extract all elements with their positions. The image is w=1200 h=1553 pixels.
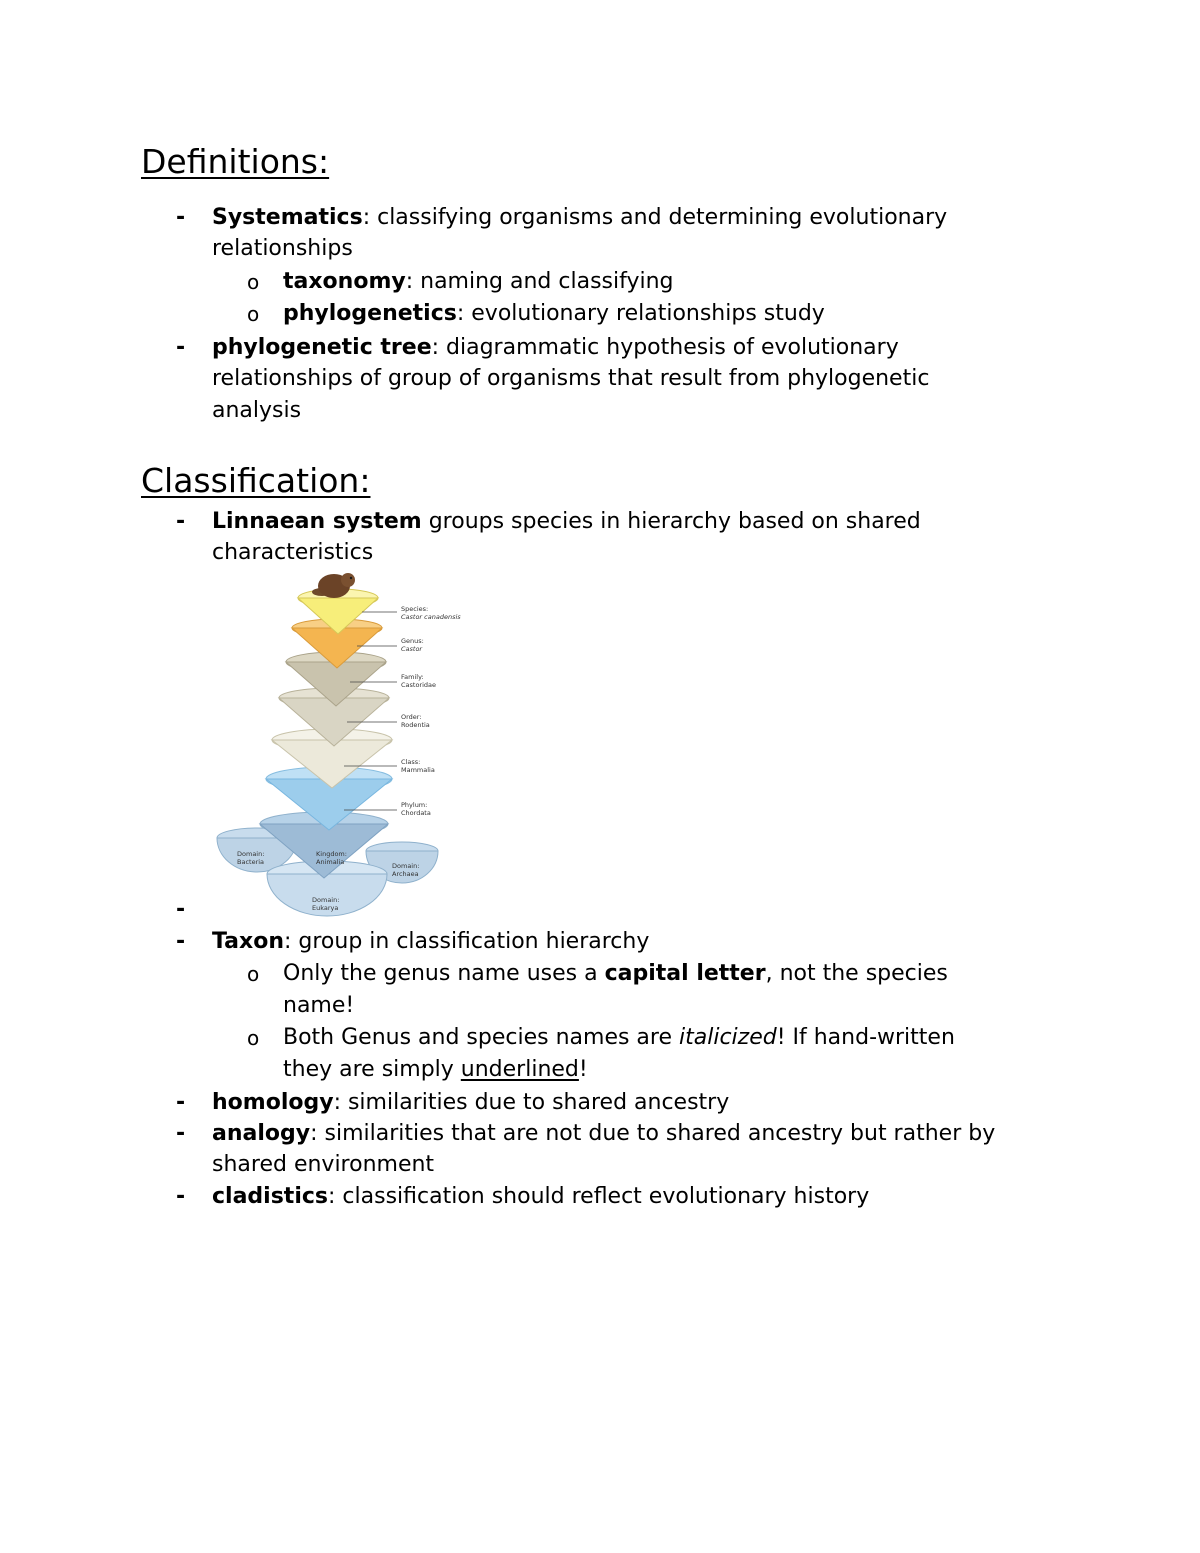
phylogenetic-tree-line <box>212 333 899 363</box>
label-genus-name: Castor <box>401 645 423 653</box>
label-order-name: Rodentia <box>401 721 430 729</box>
analogy-cont: shared environment <box>212 1152 435 1177</box>
capital-letter-note-cont: name! <box>283 993 355 1018</box>
phylogenetic-tree-cont2: analysis <box>212 398 302 423</box>
classification-heading: Classification: <box>141 461 371 500</box>
bullet-dash: - <box>176 929 186 954</box>
bullet-dash: - <box>176 1184 186 1209</box>
italicized-word: italicized <box>679 1025 777 1050</box>
label-archaea-name: Archaea <box>392 870 419 878</box>
taxonomy-line <box>283 267 674 297</box>
label-species-rank: Species: <box>401 605 429 613</box>
bullet-circle: o <box>247 1026 260 1050</box>
bullet-dash: - <box>176 509 186 534</box>
systematics-line <box>212 203 947 233</box>
label-class-name: Mammalia <box>401 766 435 774</box>
label-family-rank: Family: <box>401 673 424 681</box>
note-text: they are simply <box>283 1057 461 1082</box>
homology-def: : similarities due to shared ancestry <box>333 1090 730 1115</box>
linnaean-line <box>212 507 921 537</box>
bullet-circle: o <box>247 962 260 986</box>
bullet-dash: - <box>176 897 186 922</box>
term-linnaean-system: Linnaean system <box>212 509 422 534</box>
bullet-dash: - <box>176 205 186 230</box>
term-phylogenetic-tree: phylogenetic tree <box>212 335 432 360</box>
label-archaea-rank: Domain: <box>392 862 420 870</box>
note-text: , not the species <box>765 961 948 986</box>
label-species-name: Castor canadensis <box>401 613 461 621</box>
linnaean-cont: characteristics <box>212 540 374 565</box>
bullet-circle: o <box>247 302 260 326</box>
capital-letter-bold: capital letter <box>604 961 766 986</box>
label-genus-rank: Genus: <box>401 637 424 645</box>
label-family-name: Castoridae <box>401 681 437 689</box>
underlined-word: underlined <box>460 1057 579 1082</box>
term-cladistics: cladistics <box>212 1184 329 1209</box>
definitions-heading: Definitions: <box>141 142 330 181</box>
italic-note <box>283 1023 955 1053</box>
label-eukarya-name: Eukarya <box>312 904 339 912</box>
taxonomy-hierarchy-figure <box>212 566 468 920</box>
note-text: Only the genus name uses a <box>283 961 605 986</box>
label-kingdom-name: Animalia <box>316 858 345 866</box>
term-systematics: Systematics <box>212 205 363 230</box>
label-kingdom-rank: Kingdom: <box>316 850 347 858</box>
bullet-dash: - <box>176 335 186 360</box>
taxon-def: : group in classification hierarchy <box>283 929 650 954</box>
phylogenetics-line <box>283 299 825 329</box>
cladistics-def: : classification should reflect evolutionary history <box>328 1184 870 1209</box>
phylogenetics-def: : evolutionary relationships study <box>456 301 825 326</box>
cladistics-line <box>212 1182 869 1212</box>
term-taxon: Taxon <box>212 929 284 954</box>
phylogenetic-tree-cont1: relationships of group of organisms that result from phylogenetic <box>212 366 930 391</box>
bullet-dash: - <box>176 1090 186 1115</box>
taxonomy-def: : naming and classifying <box>405 269 674 294</box>
phylogenetic-tree-def: : diagrammatic hypothesis of evolutionary <box>431 335 899 360</box>
term-homology: homology <box>212 1090 334 1115</box>
capital-letter-note <box>283 959 948 989</box>
label-bacteria-rank: Domain: <box>237 850 265 858</box>
bullet-circle: o <box>247 270 260 294</box>
note-text: Both Genus and species names are <box>283 1025 679 1050</box>
term-analogy: analogy <box>212 1121 311 1146</box>
term-phylogenetics: phylogenetics <box>283 301 457 326</box>
systematics-cont: relationships <box>212 236 353 261</box>
note-text: ! If hand-written <box>776 1025 955 1050</box>
analogy-def: : similarities that are not due to shared ancestry but rather by <box>310 1121 996 1146</box>
label-eukarya-rank: Domain: <box>312 896 340 904</box>
taxon-line <box>212 927 649 957</box>
underline-note <box>283 1055 588 1085</box>
label-order-rank: Order: <box>401 713 422 721</box>
note-text: ! <box>578 1057 588 1082</box>
bullet-dash: - <box>176 1121 186 1146</box>
label-phylum-name: Chordata <box>401 809 431 817</box>
label-class-rank: Class: <box>401 758 421 766</box>
label-bacteria-name: Bacteria <box>237 858 265 866</box>
systematics-def: : classifying organisms and determining evolutionary <box>362 205 948 230</box>
term-taxonomy: taxonomy <box>283 269 406 294</box>
linnaean-def: groups species in hierarchy based on shared <box>421 509 921 534</box>
label-phylum-rank: Phylum: <box>401 801 428 809</box>
homology-line <box>212 1088 729 1118</box>
analogy-line <box>212 1119 995 1149</box>
